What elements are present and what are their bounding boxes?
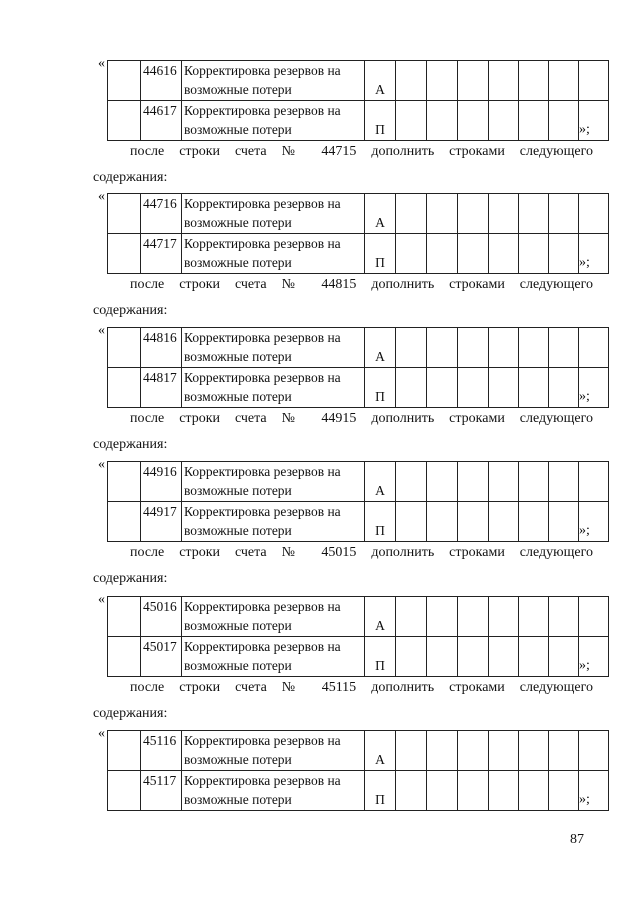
empty-cell xyxy=(489,328,519,368)
empty-cell xyxy=(519,597,549,637)
empty-cell xyxy=(427,462,458,502)
account-code: 44816 xyxy=(141,328,182,368)
empty-cell xyxy=(549,637,579,677)
table-row xyxy=(108,462,609,502)
empty-cell xyxy=(396,194,427,234)
account-table xyxy=(107,327,609,408)
account-code: 44616 xyxy=(141,61,182,101)
table-row xyxy=(108,637,609,677)
instruction-text: после строки счета № 45115 дополнить строками следующего xyxy=(130,680,593,695)
empty-cell xyxy=(489,502,519,542)
empty-cell xyxy=(489,462,519,502)
account-code: 44717 xyxy=(141,234,182,274)
empty-cell xyxy=(108,368,141,408)
quote-close: »; xyxy=(579,389,590,404)
empty-cell xyxy=(396,328,427,368)
empty-cell xyxy=(396,234,427,274)
account-name: Корректировка резервов на возможные потери xyxy=(182,731,365,771)
empty-cell xyxy=(519,234,549,274)
account-name: Корректировка резервов на возможные потери xyxy=(182,462,365,502)
account-code: 45117 xyxy=(141,771,182,811)
empty-cell xyxy=(458,234,489,274)
empty-cell xyxy=(549,462,579,502)
empty-cell xyxy=(549,328,579,368)
empty-cell xyxy=(519,462,549,502)
account-code: 44916 xyxy=(141,462,182,502)
account-type: П xyxy=(365,101,396,141)
account-code: 44817 xyxy=(141,368,182,408)
account-code: 45116 xyxy=(141,731,182,771)
empty-cell xyxy=(458,61,489,101)
account-name: Корректировка резервов на возможные потери xyxy=(182,637,365,677)
empty-cell xyxy=(489,368,519,408)
account-block xyxy=(0,323,640,452)
account-code: 45016 xyxy=(141,597,182,637)
empty-cell xyxy=(549,61,579,101)
account-block xyxy=(0,592,640,721)
empty-cell xyxy=(427,731,458,771)
empty-cell xyxy=(549,771,579,811)
empty-cell xyxy=(579,61,609,101)
empty-cell xyxy=(427,368,458,408)
empty-cell xyxy=(396,462,427,502)
table-row xyxy=(108,368,609,408)
empty-cell xyxy=(489,731,519,771)
empty-cell xyxy=(108,597,141,637)
account-table xyxy=(107,596,609,677)
empty-cell xyxy=(549,597,579,637)
account-name: Корректировка резервов на возможные потери xyxy=(182,101,365,141)
empty-cell xyxy=(549,502,579,542)
empty-cell xyxy=(427,637,458,677)
empty-cell xyxy=(458,597,489,637)
empty-cell xyxy=(549,368,579,408)
account-code: 45017 xyxy=(141,637,182,677)
quote-close: »; xyxy=(579,122,590,137)
table-row xyxy=(108,101,609,141)
account-type: А xyxy=(365,462,396,502)
account-code: 44917 xyxy=(141,502,182,542)
account-type: П xyxy=(365,771,396,811)
empty-cell xyxy=(579,462,609,502)
empty-cell xyxy=(549,731,579,771)
empty-cell xyxy=(396,597,427,637)
empty-cell xyxy=(396,502,427,542)
quote-close: »; xyxy=(579,523,590,538)
empty-cell xyxy=(396,61,427,101)
empty-cell xyxy=(427,234,458,274)
empty-cell xyxy=(519,771,549,811)
empty-cell xyxy=(549,234,579,274)
account-type: П xyxy=(365,234,396,274)
table-row xyxy=(108,731,609,771)
table-row xyxy=(108,771,609,811)
account-table xyxy=(107,60,609,141)
empty-cell xyxy=(519,502,549,542)
quote-close: »; xyxy=(579,255,590,270)
empty-cell xyxy=(579,731,609,771)
quote-open: « xyxy=(98,56,105,71)
empty-cell xyxy=(489,771,519,811)
table-row xyxy=(108,597,609,637)
empty-cell xyxy=(458,328,489,368)
empty-cell xyxy=(427,597,458,637)
account-type: А xyxy=(365,194,396,234)
instruction-text: после строки счета № 45015 дополнить строками следующего xyxy=(130,545,593,560)
empty-cell xyxy=(489,61,519,101)
empty-cell xyxy=(108,502,141,542)
empty-cell xyxy=(489,597,519,637)
account-block xyxy=(0,189,640,318)
table-row xyxy=(108,61,609,101)
empty-cell xyxy=(549,194,579,234)
empty-cell xyxy=(519,328,549,368)
empty-cell xyxy=(519,731,549,771)
empty-cell xyxy=(489,234,519,274)
empty-cell xyxy=(108,61,141,101)
empty-cell xyxy=(579,328,609,368)
account-type: А xyxy=(365,328,396,368)
quote-open: « xyxy=(98,189,105,204)
account-block xyxy=(0,726,640,840)
empty-cell xyxy=(108,462,141,502)
empty-cell xyxy=(489,637,519,677)
empty-cell xyxy=(489,101,519,141)
empty-cell xyxy=(579,194,609,234)
account-table xyxy=(107,193,609,274)
empty-cell xyxy=(519,368,549,408)
quote-open: « xyxy=(98,592,105,607)
account-name: Корректировка резервов на возможные потери xyxy=(182,597,365,637)
table-row xyxy=(108,328,609,368)
instruction-continuation: содержания: xyxy=(93,303,168,318)
empty-cell xyxy=(427,194,458,234)
instruction-text: после строки счета № 44715 дополнить строками следующего xyxy=(130,144,593,159)
account-table xyxy=(107,461,609,542)
empty-cell xyxy=(108,234,141,274)
empty-cell xyxy=(519,61,549,101)
account-code: 44617 xyxy=(141,101,182,141)
empty-cell xyxy=(427,101,458,141)
empty-cell xyxy=(396,368,427,408)
empty-cell xyxy=(108,771,141,811)
account-name: Корректировка резервов на возможные потери xyxy=(182,368,365,408)
empty-cell xyxy=(108,731,141,771)
empty-cell xyxy=(427,328,458,368)
instruction-text: после строки счета № 44815 дополнить строками следующего xyxy=(130,277,593,292)
account-table xyxy=(107,730,609,811)
empty-cell xyxy=(108,328,141,368)
empty-cell xyxy=(427,771,458,811)
empty-cell xyxy=(108,637,141,677)
table-row xyxy=(108,502,609,542)
account-type: П xyxy=(365,502,396,542)
account-type: А xyxy=(365,731,396,771)
empty-cell xyxy=(108,194,141,234)
account-name: Корректировка резервов на возможные потери xyxy=(182,771,365,811)
instruction-continuation: содержания: xyxy=(93,571,168,586)
empty-cell xyxy=(549,101,579,141)
empty-cell xyxy=(458,771,489,811)
empty-cell xyxy=(108,101,141,141)
table-row xyxy=(108,194,609,234)
empty-cell xyxy=(458,101,489,141)
account-name: Корректировка резервов на возможные потери xyxy=(182,194,365,234)
empty-cell xyxy=(427,61,458,101)
quote-open: « xyxy=(98,726,105,741)
instruction-continuation: содержания: xyxy=(93,437,168,452)
empty-cell xyxy=(489,194,519,234)
empty-cell xyxy=(458,731,489,771)
empty-cell xyxy=(427,502,458,542)
empty-cell xyxy=(458,637,489,677)
page-number: 87 xyxy=(570,832,584,847)
empty-cell xyxy=(396,637,427,677)
quote-open: « xyxy=(98,323,105,338)
account-type: П xyxy=(365,368,396,408)
account-code: 44716 xyxy=(141,194,182,234)
account-type: А xyxy=(365,597,396,637)
instruction-continuation: содержания: xyxy=(93,170,168,185)
account-type: П xyxy=(365,637,396,677)
account-type: А xyxy=(365,61,396,101)
empty-cell xyxy=(519,194,549,234)
account-name: Корректировка резервов на возможные потери xyxy=(182,234,365,274)
quote-close: »; xyxy=(579,658,590,673)
empty-cell xyxy=(458,462,489,502)
empty-cell xyxy=(458,502,489,542)
account-block xyxy=(0,457,640,586)
empty-cell xyxy=(519,637,549,677)
table-row xyxy=(108,234,609,274)
empty-cell xyxy=(396,101,427,141)
quote-close: »; xyxy=(579,792,590,807)
quote-open: « xyxy=(98,457,105,472)
empty-cell xyxy=(458,194,489,234)
empty-cell xyxy=(396,771,427,811)
account-name: Корректировка резервов на возможные потери xyxy=(182,328,365,368)
account-name: Корректировка резервов на возможные потери xyxy=(182,502,365,542)
empty-cell xyxy=(396,731,427,771)
empty-cell xyxy=(458,368,489,408)
instruction-text: после строки счета № 44915 дополнить строками следующего xyxy=(130,411,593,426)
account-block xyxy=(0,56,640,185)
instruction-continuation: содержания: xyxy=(93,706,168,721)
account-name: Корректировка резервов на возможные потери xyxy=(182,61,365,101)
empty-cell xyxy=(579,597,609,637)
empty-cell xyxy=(519,101,549,141)
